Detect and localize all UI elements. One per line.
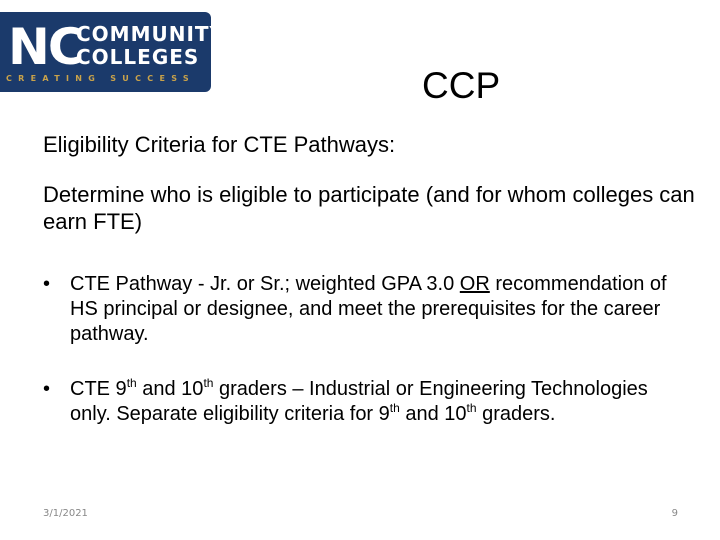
ordinal-suffix: th (389, 401, 400, 415)
bullet-text-part: CTE 9 (70, 378, 127, 400)
bullet-list (43, 272, 683, 427)
page-number: 9 (671, 508, 678, 519)
ordinal-suffix: th (466, 401, 477, 415)
bullet-item-cte-pathway (43, 272, 683, 347)
bullet-text-part: and 10 (136, 378, 204, 400)
logo-abbr: NC (8, 18, 83, 76)
nc-community-colleges-logo (0, 12, 226, 92)
slide-subtitle: Eligibility Criteria for CTE Pathways: (43, 132, 396, 157)
bullet-text-part: and 10 (399, 403, 467, 425)
intro-text: Determine who is eligible to participate (and for whom colleges can earn FTE) (43, 182, 695, 234)
footer-date: 3/1/2021 (43, 508, 88, 519)
bullet-text (70, 272, 683, 347)
logo-tagline: CREATING SUCCESS (6, 74, 195, 83)
bullet-text (70, 377, 683, 427)
ordinal-suffix: th (203, 376, 214, 390)
underlined-or: OR (459, 273, 490, 295)
logo-line-colleges: COLLEGES (76, 45, 200, 69)
bullet-text-part: graders – Industrial or Engineering Technologies only. Separate eligibility criteria for 9 (70, 378, 648, 425)
slide-title: CCP (422, 65, 501, 106)
bullet-text-part: graders. (476, 403, 556, 425)
ordinal-suffix: th (126, 376, 137, 390)
bullet-item-9th-10th-graders (43, 377, 683, 427)
bullet-text-part: recommendation of HS principal or designee, and meet the prerequisites for the career pathway. (70, 273, 667, 345)
bullet-marker: • (43, 378, 51, 400)
bullet-text-part: CTE Pathway - Jr. or Sr.; weighted GPA 3.0 (70, 273, 460, 295)
bullet-marker: • (43, 273, 51, 295)
logo-line-community: COMMUNITY (76, 22, 226, 46)
